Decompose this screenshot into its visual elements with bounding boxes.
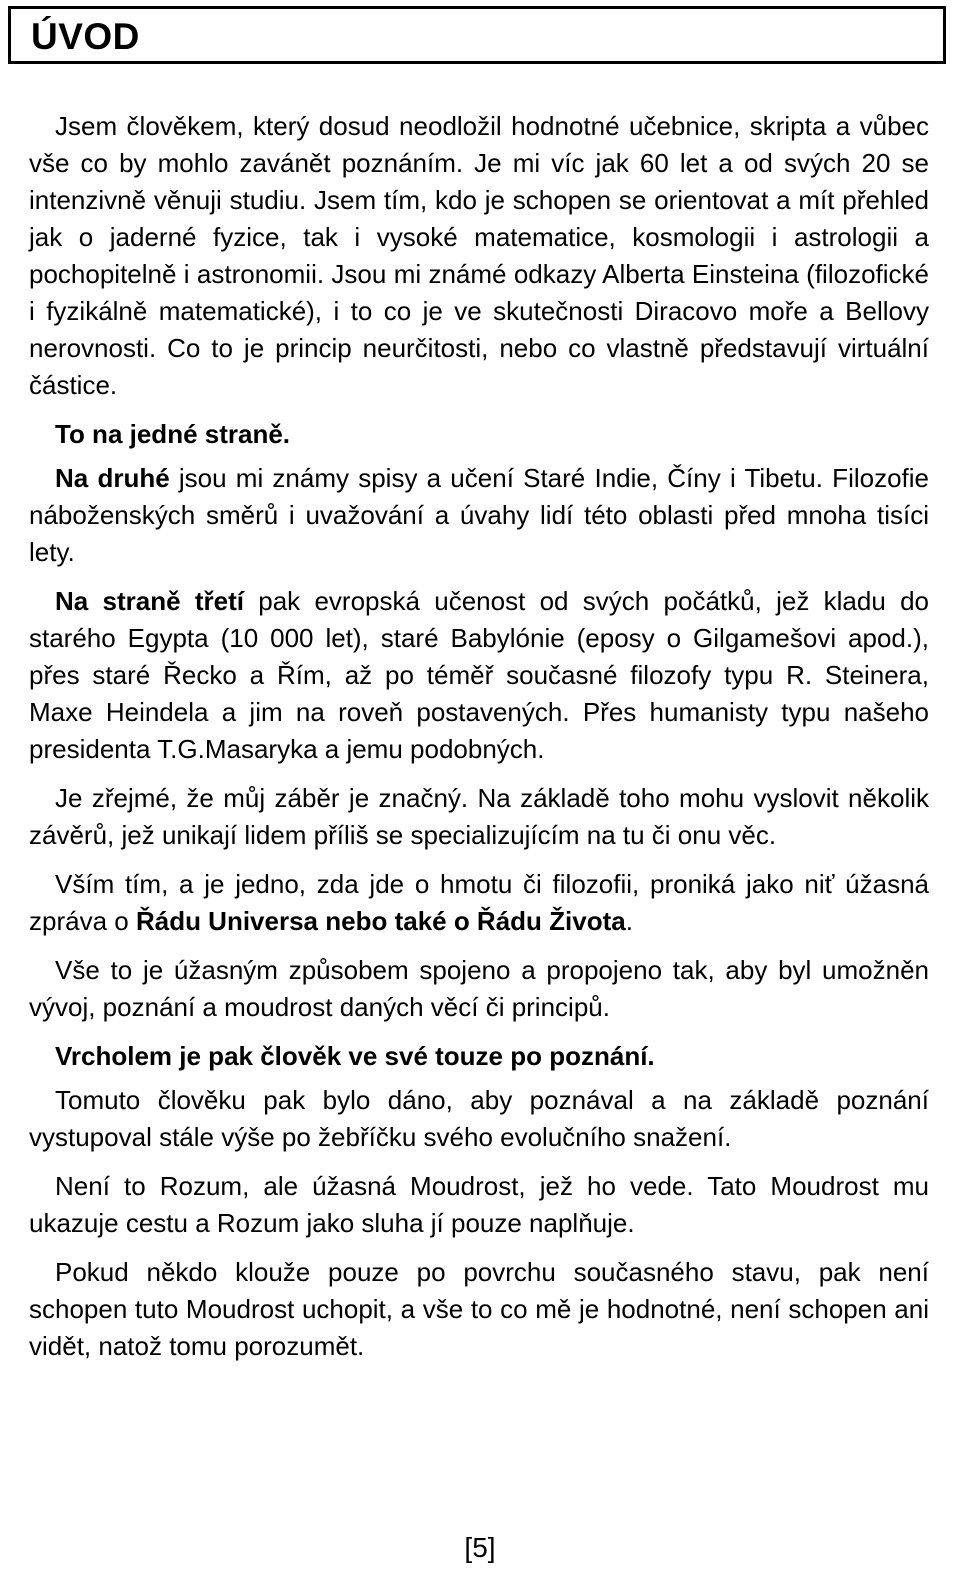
paragraph-1-text: Jsem člověkem, který dosud neodložil hodnotné učebnice, skripta a vůbec vše co by mohlo zavánět poznáním. Je mi víc jak 60 let a od svých 20 se intenzivně věnuji studiu. Jsem tím, kdo je schopen se orientovat a mít přehled jak o jaderné fyzice, tak i vysoké matematice, kosmologii i astrologii a pochopitelně i astronomii. Jsou mi známé odkazy Alberta Einsteina (filozofické i fyzikálně matematické), i to co je ve skutečnosti Diracovo moře a Bellovy nerovnosti. Co to je princip neurčitosti, nebo co vlastně představují virtuální částice. [29, 111, 929, 400]
paragraph-10-text: Není to Rozum, ale úžasná Moudrost, jež ho vede. Tato Moudrost mu ukazuje cestu a Rozum jako sluha jí pouze naplňuje. [29, 1171, 929, 1238]
paragraph-6-text: Vším tím, a je jedno, zda jde o hmotu či filozofii, proniká jako niť úžasná zpráva o [29, 869, 929, 936]
paragraph-5-text: Je zřejmé, že můj záběr je značný. Na základě toho mohu vyslovit několik závěrů, jež unikají lidem příliš se specializujícím na tu či onu věc. [29, 783, 929, 850]
paragraph-4-text: pak evropská učenost od svých počátků, jež kladu do starého Egypta (10 000 let), staré Babylónie (eposy o Gilgamešovi apod.), přes staré Řecko a Řím, až po téměř současné filozofy typu R. Steinera, Maxe Heindela a jim na roveň postavených. Přes humanisty typu našeho presidenta T.G.Masaryka a jemu podobných. [29, 586, 929, 764]
chapter-title: ÚVOD [31, 16, 140, 57]
paragraph-9-text: Tomuto člověku pak bylo dáno, aby poznával a na základě poznání vystupoval stále výše po žebříčku svého evolučního snažení. [29, 1085, 929, 1152]
paragraph-3-bold: Na druhé [55, 463, 170, 493]
paragraph-6-end: . [625, 906, 633, 936]
paragraph-2 [29, 416, 929, 453]
paragraph-11-text: Pokud někdo klouže pouze po povrchu současného stavu, pak není schopen tuto Moudrost uchopit, a vše to co mě je hodnotné, není schopen ani vidět, natož tomu porozumět. [29, 1257, 929, 1361]
paragraph-6 [29, 866, 929, 940]
paragraph-11 [29, 1254, 929, 1365]
paragraph-3 [29, 460, 929, 571]
paragraph-2-bold: To na jedné straně. [55, 419, 291, 449]
chapter-body [29, 108, 929, 1377]
paragraph-4 [29, 583, 929, 768]
paragraph-10 [29, 1168, 929, 1242]
page-number: [5] [464, 1532, 496, 1563]
paragraph-8 [29, 1038, 929, 1075]
paragraph-4-bold: Na straně třetí [55, 586, 244, 616]
paragraph-7 [29, 952, 929, 1026]
paragraph-1 [29, 108, 929, 404]
paragraph-9 [29, 1082, 929, 1156]
paragraph-7-text: Vše to je úžasným způsobem spojeno a propojeno tak, aby byl umožněn vývoj, poznání a moudrost daných věcí či principů. [29, 955, 929, 1022]
paragraph-6-bold: Řádu Universa nebo také o Řádu Života [135, 906, 626, 936]
chapter-title-box [8, 6, 946, 64]
paragraph-8-bold: Vrcholem je pak člověk ve své touze po poznání. [55, 1041, 655, 1071]
paragraph-3-text: jsou mi známy spisy a učení Staré Indie, Číny i Tibetu. Filozofie náboženských směrů i uvažování a úvahy lidí této oblasti před mnoha tisíci lety. [29, 463, 929, 567]
paragraph-5 [29, 780, 929, 854]
